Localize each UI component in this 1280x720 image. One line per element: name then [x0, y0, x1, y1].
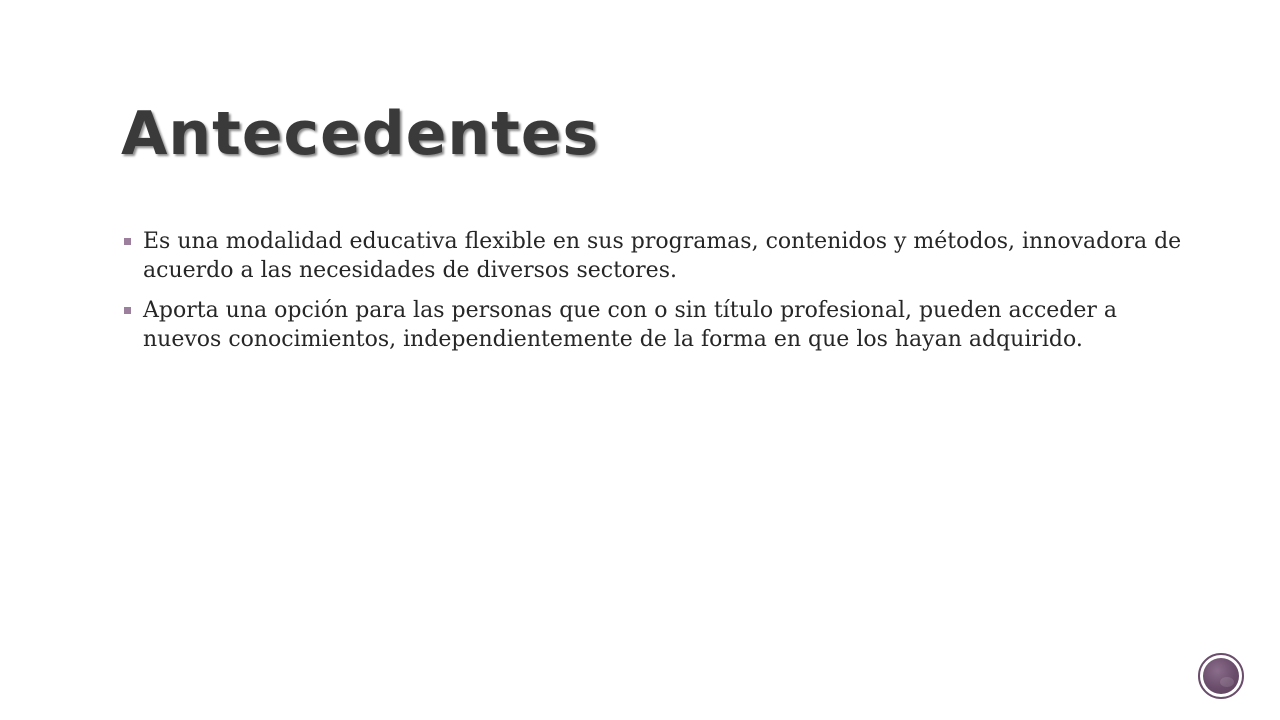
- slide-title: Antecedentes: [121, 99, 600, 169]
- bullet-text: Es una modalidad educativa flexible en sus programas, contenidos y métodos, innovadora de acuerdo a las necesidades de diversos sectores.: [143, 229, 1182, 283]
- bullet-list: [122, 227, 1182, 365]
- nav-badge-fill: [1203, 658, 1239, 694]
- bullet-item: [122, 296, 1182, 354]
- bullet-item: [122, 227, 1182, 285]
- circle-nav-icon[interactable]: [1198, 653, 1244, 699]
- bullet-text: Aporta una opción para las personas que con o sin título profesional, pueden acceder a nuevos conocimientos, independientemente de la forma en que los hayan adquirido.: [143, 298, 1118, 352]
- square-bullet-icon: [124, 307, 131, 314]
- square-bullet-icon: [124, 238, 131, 245]
